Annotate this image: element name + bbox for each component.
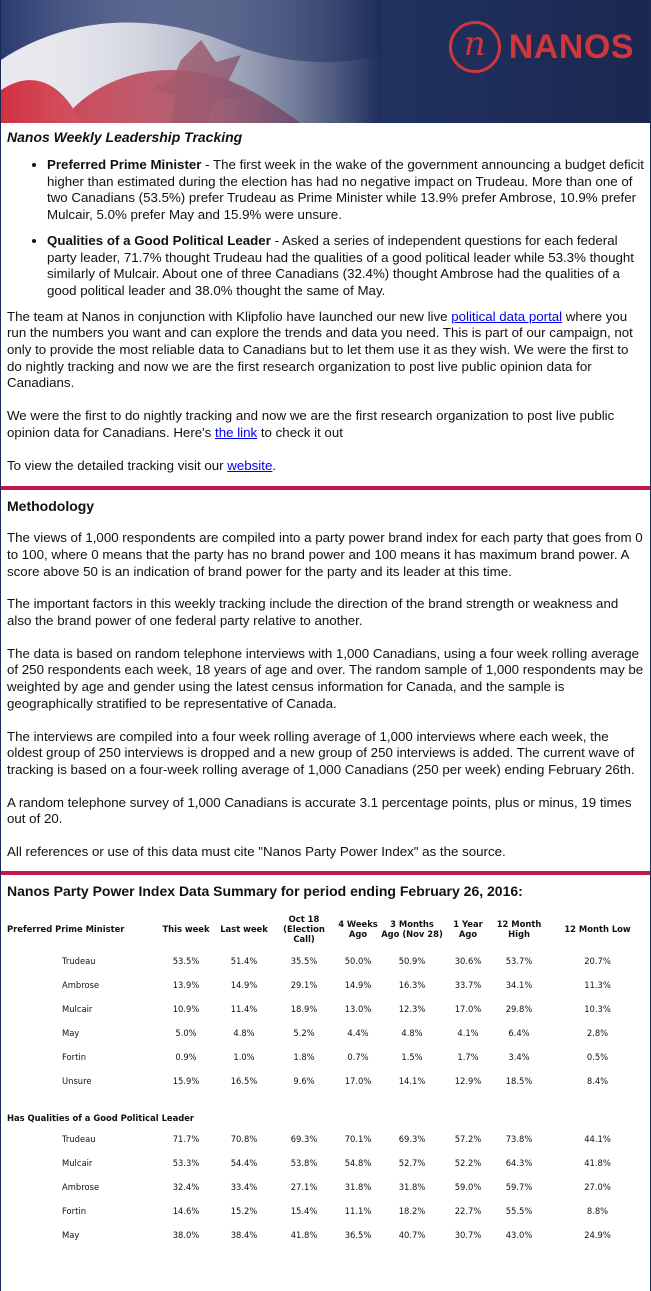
text: to check it out xyxy=(257,424,343,440)
table-cell: 41.8% xyxy=(290,1229,318,1240)
table-cell: 33.4% xyxy=(230,1181,258,1192)
canadian-flag-graphic xyxy=(1,0,381,123)
text: where you run the numbers you want and can explore the trends and data you need. This is part of our campaign, not only to provide the most reliable data to Canadians but to let them use it as they wish. We were the first to do nightly tracking and now we are the first research organization to post live public opinion data for Canadians. xyxy=(7,308,633,391)
table-cell: 14.6% xyxy=(172,1205,200,1216)
table-cell: 38.0% xyxy=(172,1229,200,1240)
table-cell: 71.7% xyxy=(172,1133,200,1144)
header-banner xyxy=(1,0,650,123)
column-header: Oct 18 (Election Call) xyxy=(283,913,325,944)
bullet-preferred-pm xyxy=(47,157,644,224)
table-cell: 22.7% xyxy=(454,1205,482,1216)
table-cell: 40.7% xyxy=(398,1229,426,1240)
table-cell: 41.8% xyxy=(584,1157,611,1168)
table-cell: 16.3% xyxy=(398,979,426,990)
group-title: Has Qualities of a Good Political Leader xyxy=(7,1112,195,1123)
tracking-title: Nanos Weekly Leadership Tracking xyxy=(7,129,243,145)
row-label: May xyxy=(62,1229,80,1240)
nanos-logo xyxy=(449,20,634,74)
table-cell: 10.9% xyxy=(172,1003,200,1014)
table-cell: 43.0% xyxy=(505,1229,533,1240)
table-cell: 17.0% xyxy=(344,1075,372,1086)
table-cell: 0.9% xyxy=(175,1051,197,1062)
bullet-label: Qualities of a Good Political Leader xyxy=(47,232,271,248)
table-cell: 38.4% xyxy=(230,1229,258,1240)
table-row xyxy=(2,1021,650,1045)
table-cell: 70.1% xyxy=(344,1133,372,1144)
text: . xyxy=(272,457,277,473)
table-cell: 34.1% xyxy=(505,979,533,990)
column-header: 1 Year Ago xyxy=(453,918,483,939)
table-cell: 15.2% xyxy=(230,1205,258,1216)
table-cell: 10.3% xyxy=(584,1003,611,1014)
column-header: 12 Month Low xyxy=(564,923,631,934)
table-cell: 52.2% xyxy=(454,1157,482,1168)
preferred-pm-rows xyxy=(2,949,650,1093)
table-cell: 1.8% xyxy=(293,1051,315,1062)
table-cell: 5.0% xyxy=(175,1027,197,1038)
table-cell: 0.7% xyxy=(347,1051,369,1062)
table-row xyxy=(2,1151,650,1175)
table-cell: 17.0% xyxy=(454,1003,482,1014)
table-cell: 18.5% xyxy=(505,1075,533,1086)
table-cell: 29.8% xyxy=(505,1003,533,1014)
column-header: Preferred Prime Minister xyxy=(7,923,125,934)
table-cell: 27.1% xyxy=(290,1181,318,1192)
table-cell: 51.4% xyxy=(230,955,258,966)
table-cell: 44.1% xyxy=(584,1133,611,1144)
bullet-label: Preferred Prime Minister xyxy=(47,157,202,172)
website-paragraph xyxy=(7,458,644,475)
table-cell: 11.3% xyxy=(584,979,611,990)
table-cell: 69.3% xyxy=(290,1133,318,1144)
row-label: Ambrose xyxy=(62,979,100,990)
row-label: Trudeau xyxy=(62,1133,96,1144)
table-cell: 13.9% xyxy=(172,979,200,990)
table-cell: 16.5% xyxy=(230,1075,258,1086)
methodology-paragraph: A random telephone survey of 1,000 Canadians is accurate 3.1 percentage points, plus or minus, 19 times out of 20. xyxy=(7,794,632,827)
table-cell: 1.7% xyxy=(457,1051,479,1062)
table-cell: 36.5% xyxy=(344,1229,372,1240)
table-row xyxy=(2,1069,650,1093)
table-cell: 59.0% xyxy=(454,1181,482,1192)
table-cell: 12.3% xyxy=(398,1003,426,1014)
table-row xyxy=(2,973,650,997)
table-cell: 18.2% xyxy=(398,1205,426,1216)
table-cell: 53.5% xyxy=(172,955,200,966)
methodology-paragraph: All references or use of this data must cite "Nanos Party Power Index" as the source. xyxy=(7,844,506,860)
table-cell: 4.8% xyxy=(401,1027,423,1038)
qualities-rows xyxy=(2,1127,650,1247)
column-header: 3 Months Ago (Nov 28) xyxy=(381,918,443,939)
summary-title: Nanos Party Power Index Data Summary for period ending February 26, 2016: xyxy=(7,882,523,899)
methodology-section xyxy=(1,490,650,871)
bullet-text: - Asked a series of independent questions for each federal party leader, 71.7% thought Trudeau had the qualities of a good political leader while 53.3% thought similarly of Mulcair. About one of three Canadians (32.4%) thought Ambrose had the qualities of a good political leader and 38.0% thought the same of May. xyxy=(47,232,634,298)
table-row xyxy=(2,1175,650,1199)
table-row xyxy=(2,1223,650,1247)
table-cell: 6.4% xyxy=(508,1027,530,1038)
table-cell: 8.8% xyxy=(586,1205,609,1216)
table-cell: 14.9% xyxy=(230,979,258,990)
table-cell: 35.5% xyxy=(290,955,318,966)
methodology-paragraph: The data is based on random telephone interviews with 1,000 Canadians, using a four week rolling average of 250 respondents each week, 18 years of age and over. The random sample of 1,000 respondents may be weighted by age and gender using the latest census information for Canada, and the sample is geographically stratified to be representative of Canada. xyxy=(7,645,644,711)
table-cell: 14.9% xyxy=(344,979,372,990)
table-cell: 12.9% xyxy=(454,1075,482,1086)
table-cell: 54.4% xyxy=(230,1157,258,1168)
bullet-text: - The first week in the wake of the government announcing a budget deficit higher than estimated during the election has had no negative impact on Trudeau. More than one of two Canadians (53.5%) prefer Trudeau as Prime Minister while 13.9% prefer Ambrose, 10.9% prefer Mulcair, 5.0% prefer May and 15.9% were unsure. xyxy=(47,157,644,223)
table-cell: 50.0% xyxy=(344,955,372,966)
table-cell: 4.4% xyxy=(347,1027,369,1038)
table-cell: 64.3% xyxy=(505,1157,533,1168)
methodology-paragraph: The views of 1,000 respondents are compiled into a party power brand index for each party that goes from 0 to 100, where 0 means that the party has no brand power and 100 means it has maximum brand power. A score above 50 is an indication of brand power for the party and its leader at this time. xyxy=(7,530,643,579)
text: We were the first to do nightly tracking and now we are the first research organization to post live public opinion data for Canadians. Here's xyxy=(7,408,615,440)
table-cell: 54.8% xyxy=(344,1157,372,1168)
table-cell: 20.7% xyxy=(584,955,611,966)
website-link[interactable]: website xyxy=(227,457,273,473)
table-cell: 13.0% xyxy=(344,1003,372,1014)
table-cell: 69.3% xyxy=(398,1133,426,1144)
tracking-section xyxy=(1,123,650,486)
methodology-paragraph: The important factors in this weekly tracking include the direction of the brand strength or weakness and also the brand power of one federal party relative to another. xyxy=(7,596,619,629)
table-cell: 59.7% xyxy=(505,1181,533,1192)
table-cell: 53.8% xyxy=(290,1157,318,1168)
bullet-qualities xyxy=(47,233,644,300)
the-link-link[interactable]: the link xyxy=(215,424,258,440)
table-cell: 24.9% xyxy=(584,1229,611,1240)
table-cell: 3.4% xyxy=(508,1051,530,1062)
group-header-row xyxy=(2,1093,650,1127)
table-cell: 14.1% xyxy=(398,1075,426,1086)
table-cell: 29.1% xyxy=(290,979,318,990)
table-row xyxy=(2,1045,650,1069)
column-header: 12 Month High xyxy=(496,918,542,939)
table-cell: 1.0% xyxy=(233,1051,255,1062)
methodology-paragraph: The interviews are compiled into a four week rolling average of 1,000 interviews where each week, the oldest group of 250 interviews is dropped and a new group of 250 interviews is added. The current wave of tracking is based on a four-week rolling average of 1,000 Canadians (250 per week) ending February 26th. xyxy=(7,728,635,777)
table-cell: 70.8% xyxy=(230,1133,258,1144)
row-label: Unsure xyxy=(62,1075,92,1086)
link-paragraph xyxy=(7,408,644,441)
text: To view the detailed tracking visit our xyxy=(7,457,228,473)
table-row xyxy=(2,1199,650,1223)
table-cell: 57.2% xyxy=(454,1133,482,1144)
table-cell: 18.9% xyxy=(290,1003,318,1014)
text: The team at Nanos in conjunction with Klipfolio have launched our new live xyxy=(7,308,452,324)
row-label: Mulcair xyxy=(62,1003,93,1014)
logo-mark: n xyxy=(449,21,501,73)
table-cell: 11.4% xyxy=(230,1003,258,1014)
table-cell: 32.4% xyxy=(172,1181,200,1192)
table-cell: 50.9% xyxy=(398,955,426,966)
methodology-title: Methodology xyxy=(7,498,95,515)
table-row xyxy=(2,949,650,973)
column-header: This week xyxy=(162,923,210,934)
portal-paragraph xyxy=(7,309,644,393)
table-cell: 4.1% xyxy=(457,1027,479,1038)
table-cell: 30.6% xyxy=(454,955,482,966)
table-cell: 31.8% xyxy=(398,1181,426,1192)
table-row xyxy=(2,1127,650,1151)
table-cell: 15.4% xyxy=(290,1205,318,1216)
table-cell: 9.6% xyxy=(293,1075,315,1086)
table-cell: 5.2% xyxy=(293,1027,315,1038)
row-label: May xyxy=(62,1027,80,1038)
table-cell: 52.7% xyxy=(398,1157,426,1168)
table-cell: 8.4% xyxy=(586,1075,609,1086)
table-cell: 53.7% xyxy=(505,955,533,966)
table-cell: 33.7% xyxy=(454,979,482,990)
table-cell: 27.0% xyxy=(584,1181,611,1192)
tracking-bullets xyxy=(7,157,644,300)
summary-section xyxy=(1,875,650,1247)
table-cell: 31.8% xyxy=(344,1181,372,1192)
table-cell: 55.5% xyxy=(505,1205,533,1216)
table-cell: 4.8% xyxy=(233,1027,255,1038)
table-cell: 30.7% xyxy=(454,1229,482,1240)
table-header-row xyxy=(2,909,650,949)
table-cell: 53.3% xyxy=(172,1157,200,1168)
summary-table xyxy=(2,909,650,1247)
table-cell: 2.8% xyxy=(586,1027,609,1038)
table-cell: 1.5% xyxy=(401,1051,423,1062)
row-label: Mulcair xyxy=(62,1157,93,1168)
row-label: Trudeau xyxy=(62,955,96,966)
logo-wordmark: NANOS xyxy=(508,27,634,66)
table-cell: 73.8% xyxy=(505,1133,533,1144)
table-row xyxy=(2,997,650,1021)
table-cell: 11.1% xyxy=(344,1205,372,1216)
political-data-portal-link[interactable]: political data portal xyxy=(451,308,563,324)
row-label: Fortin xyxy=(62,1205,87,1216)
row-label: Fortin xyxy=(62,1051,87,1062)
column-header: Last week xyxy=(220,923,268,934)
table-cell: 15.9% xyxy=(172,1075,200,1086)
row-label: Ambrose xyxy=(62,1181,100,1192)
column-header: 4 Weeks Ago xyxy=(338,918,378,939)
table-cell: 0.5% xyxy=(586,1051,609,1062)
